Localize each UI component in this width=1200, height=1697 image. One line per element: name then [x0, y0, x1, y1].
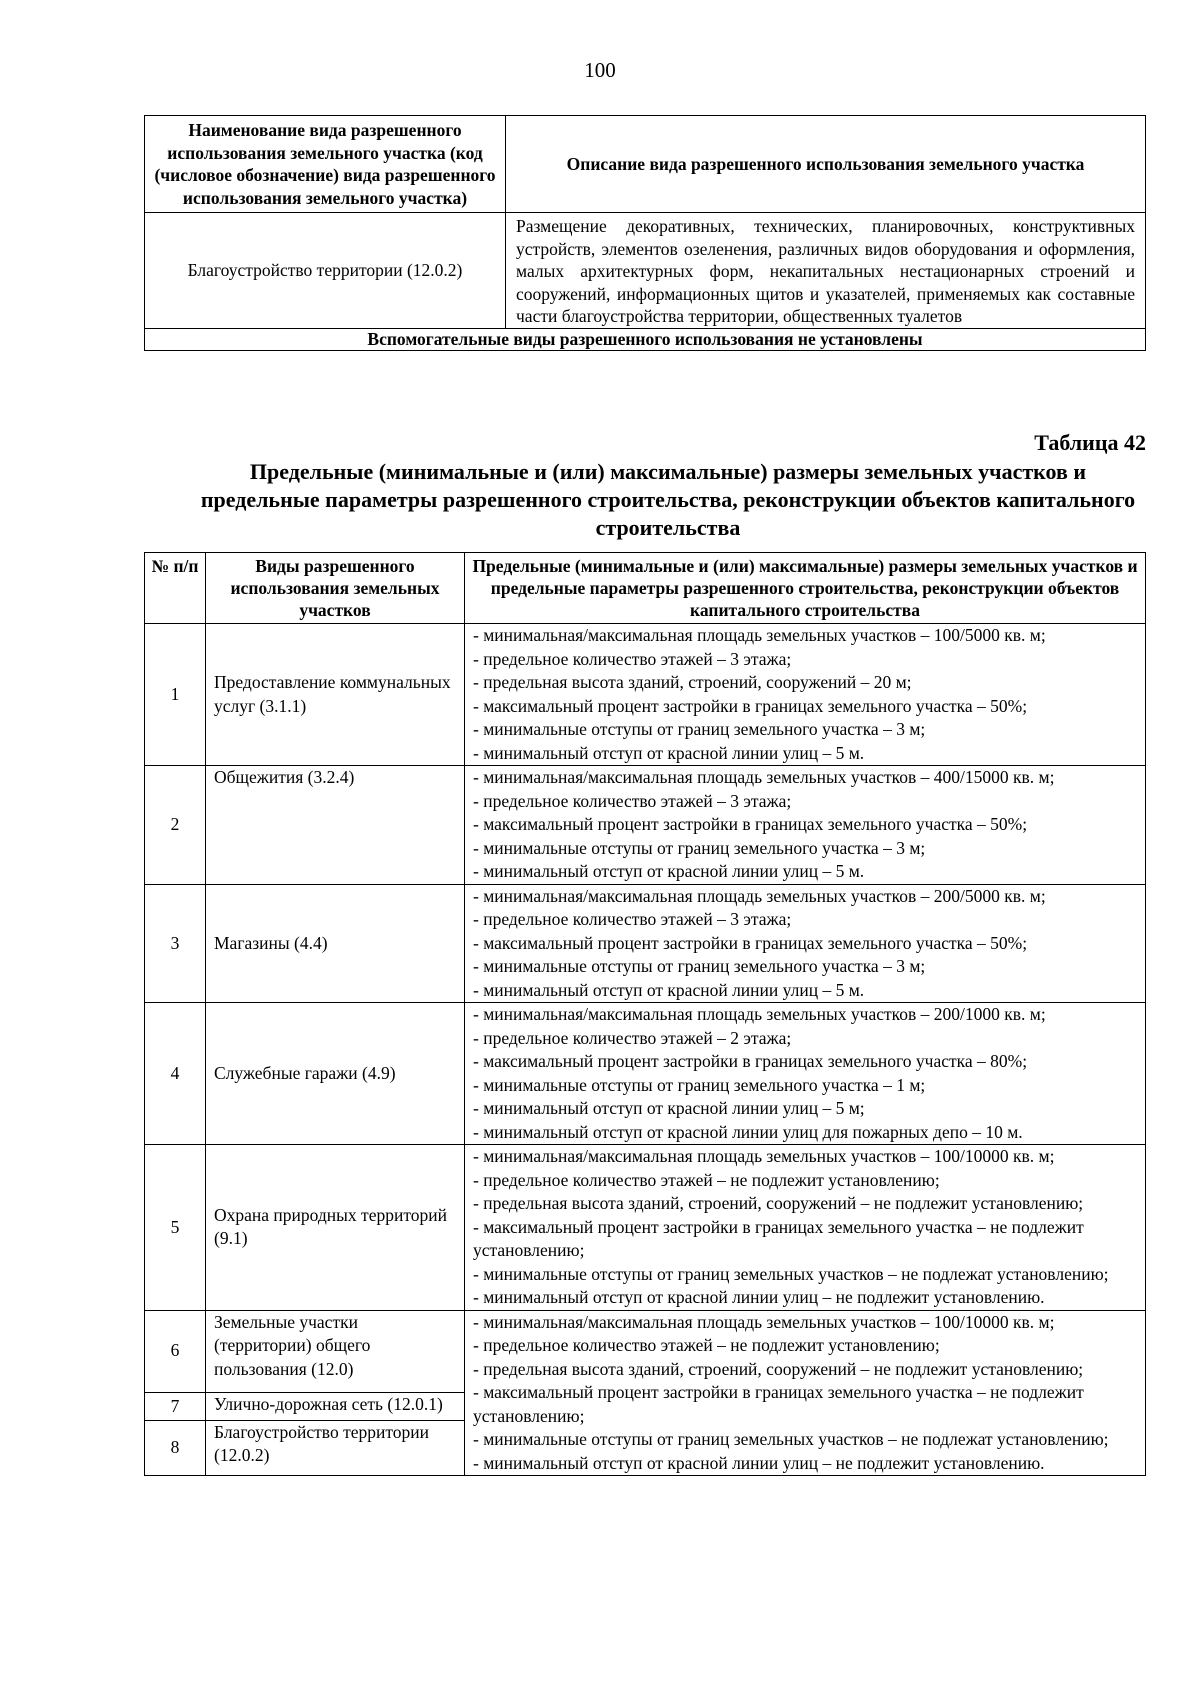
- header-use-description: Описание вида разрешенного использования земельного участка: [506, 116, 1146, 213]
- parameter-line: - минимальная/максимальная площадь земельных участков – 200/5000 кв. м;: [473, 885, 1046, 906]
- use-type: Предоставление коммунальных услуг (3.1.1): [206, 624, 465, 766]
- parameters-cell: [465, 1003, 1146, 1145]
- use-type: Магазины (4.4): [206, 884, 465, 1003]
- use-type: Общежития (3.2.4): [206, 766, 465, 885]
- use-type: Улично-дорожная сеть (12.0.1): [206, 1392, 465, 1420]
- row-number: 1: [145, 624, 206, 766]
- row-number: 8: [145, 1420, 206, 1475]
- parameter-line: - максимальный процент застройки в границах земельного участка – 50%;: [473, 932, 1028, 953]
- use-type: Земельные участки (территории) общего пользования (12.0): [206, 1310, 465, 1392]
- parameter-line: - минимальный отступ от красной линии улиц для пожарных депо – 10 м.: [473, 1121, 1023, 1142]
- parameters-cell: [465, 1310, 1146, 1476]
- parameter-line: - минимальные отступы от границ земельного участка – 1 м;: [473, 1074, 926, 1095]
- row-number: 3: [145, 884, 206, 1003]
- parameter-line: - максимальный процент застройки в границах земельного участка – не подлежит установлению;: [473, 1382, 1084, 1426]
- table-number: Таблица 42: [1034, 430, 1146, 455]
- parameter-line: - минимальные отступы от границ земельного участка – 3 м;: [473, 719, 926, 739]
- parameter-line: - минимальный отступ от красной линии улиц – 5 м.: [473, 742, 865, 763]
- auxiliary-note-row: [145, 328, 1146, 350]
- parameter-line: - предельное количество этажей – не подлежит установлению;: [473, 1169, 940, 1190]
- permitted-use-table: [144, 115, 1146, 351]
- parameter-line: - минимальная/максимальная площадь земельных участков – 100/10000 кв. м;: [473, 1146, 1055, 1166]
- parameter-line: - минимальная/максимальная площадь земельных участков – 200/1000 кв. м;: [473, 1004, 1046, 1024]
- parameter-line: - минимальная/максимальная площадь земельных участков – 400/15000 кв. м;: [473, 767, 1055, 787]
- parameters-table: [144, 552, 1146, 1476]
- table-row: [145, 213, 1146, 329]
- table-row: [145, 1145, 1146, 1311]
- parameters-table-body: [145, 624, 1146, 1476]
- parameter-line: - минимальные отступы от границ земельных участков – не подлежат установлению;: [473, 1263, 1109, 1284]
- table-row: [145, 884, 1146, 1003]
- row-number: 4: [145, 1003, 206, 1145]
- row-number: 6: [145, 1310, 206, 1392]
- table-row: [145, 1310, 1146, 1392]
- header-parameters: Предельные (минимальные и (или) максимальные) размеры земельных участков и предельные параметры разрешенного строительства, реконструкции объектов капитального строительства: [465, 553, 1146, 624]
- use-type: Благоустройство территории (12.0.2): [206, 1420, 465, 1475]
- parameter-line: - предельная высота зданий, строений, сооружений – не подлежит установлению;: [473, 1358, 1084, 1379]
- parameter-line: - предельное количество этажей – 2 этажа;: [473, 1027, 792, 1048]
- parameters-cell: [465, 624, 1146, 766]
- parameter-line: - предельное количество этажей – 3 этажа;: [473, 909, 792, 929]
- table-row: [145, 1003, 1146, 1145]
- parameter-line: - предельная высота зданий, строений, сооружений – не подлежит установлению;: [473, 1193, 1084, 1213]
- parameter-line: - минимальные отступы от границ земельного участка – 3 м;: [473, 956, 926, 976]
- parameter-line: - минимальная/максимальная площадь земельных участков – 100/10000 кв. м;: [473, 1311, 1055, 1332]
- parameter-line: - максимальный процент застройки в границах земельного участка – 50%;: [473, 814, 1028, 834]
- use-description-cell: Размещение декоративных, технических, планировочных, конструктивных устройств, элементов озеленения, различных видов оборудования и оформления, малых архитектурных форм, некапитальных нестационарных строений и сооружений, информационных щитов и указателей, применяемых как составные части благоустройства территории, общественных туалетов: [506, 213, 1146, 329]
- use-name-cell: Благоустройство территории (12.0.2): [145, 213, 506, 329]
- parameter-line: - минимальный отступ от красной линии улиц – 5 м.: [473, 861, 865, 881]
- parameter-line: - предельное количество этажей – 3 этажа;: [473, 648, 792, 669]
- use-type: Служебные гаражи (4.9): [206, 1003, 465, 1145]
- table-row: [145, 624, 1146, 766]
- table-title: Предельные (минимальные и (или) максимальные) размеры земельных участков и предельные параметры разрешенного строительства, реконструкции объектов капитального строительства: [200, 459, 1136, 540]
- parameter-line: - минимальный отступ от красной линии улиц – не подлежит установлению.: [473, 1452, 1045, 1473]
- parameter-line: - минимальная/максимальная площадь земельных участков – 100/5000 кв. м;: [473, 625, 1046, 645]
- parameters-cell: [465, 1145, 1146, 1311]
- parameter-line: - максимальный процент застройки в границах земельного участка – 50%;: [473, 695, 1028, 716]
- header-use-name: Наименование вида разрешенного использования земельного участка (код (числовое обозначение) вида разрешенного использования земельного участка): [145, 116, 506, 213]
- parameters-cell: [465, 766, 1146, 885]
- parameter-line: - максимальный процент застройки в границах земельного участка – не подлежит установлению;: [473, 1216, 1084, 1260]
- use-type: Охрана природных территорий (9.1): [206, 1145, 465, 1311]
- parameter-line: - минимальный отступ от красной линии улиц – 5 м.: [473, 979, 865, 1000]
- header-number: № п/п: [145, 553, 206, 624]
- table-header-row: [145, 116, 1146, 213]
- parameter-line: - минимальный отступ от красной линии улиц – 5 м;: [473, 1098, 865, 1118]
- parameter-line: - минимальные отступы от границ земельных участков – не подлежат установлению;: [473, 1429, 1109, 1449]
- parameter-line: - предельное количество этажей – не подлежит установлению;: [473, 1335, 940, 1355]
- parameter-line: - минимальный отступ от красной линии улиц – не подлежит установлению.: [473, 1287, 1045, 1307]
- header-use-type: Виды разрешенного использования земельных участков: [206, 553, 465, 624]
- row-number: 5: [145, 1145, 206, 1311]
- page-number: 100: [584, 58, 616, 82]
- parameter-line: - максимальный процент застройки в границах земельного участка – 80%;: [473, 1051, 1028, 1071]
- table-header-row: [145, 553, 1146, 624]
- parameter-line: - предельная высота зданий, строений, сооружений – 20 м;: [473, 672, 912, 692]
- row-number: 2: [145, 766, 206, 885]
- row-number: 7: [145, 1392, 206, 1420]
- parameter-line: - предельное количество этажей – 3 этажа;: [473, 790, 792, 811]
- table-row: [145, 766, 1146, 885]
- auxiliary-note: Вспомогательные виды разрешенного использования не установлены: [145, 328, 1146, 350]
- parameters-cell: [465, 884, 1146, 1003]
- parameter-line: - минимальные отступы от границ земельного участка – 3 м;: [473, 837, 926, 858]
